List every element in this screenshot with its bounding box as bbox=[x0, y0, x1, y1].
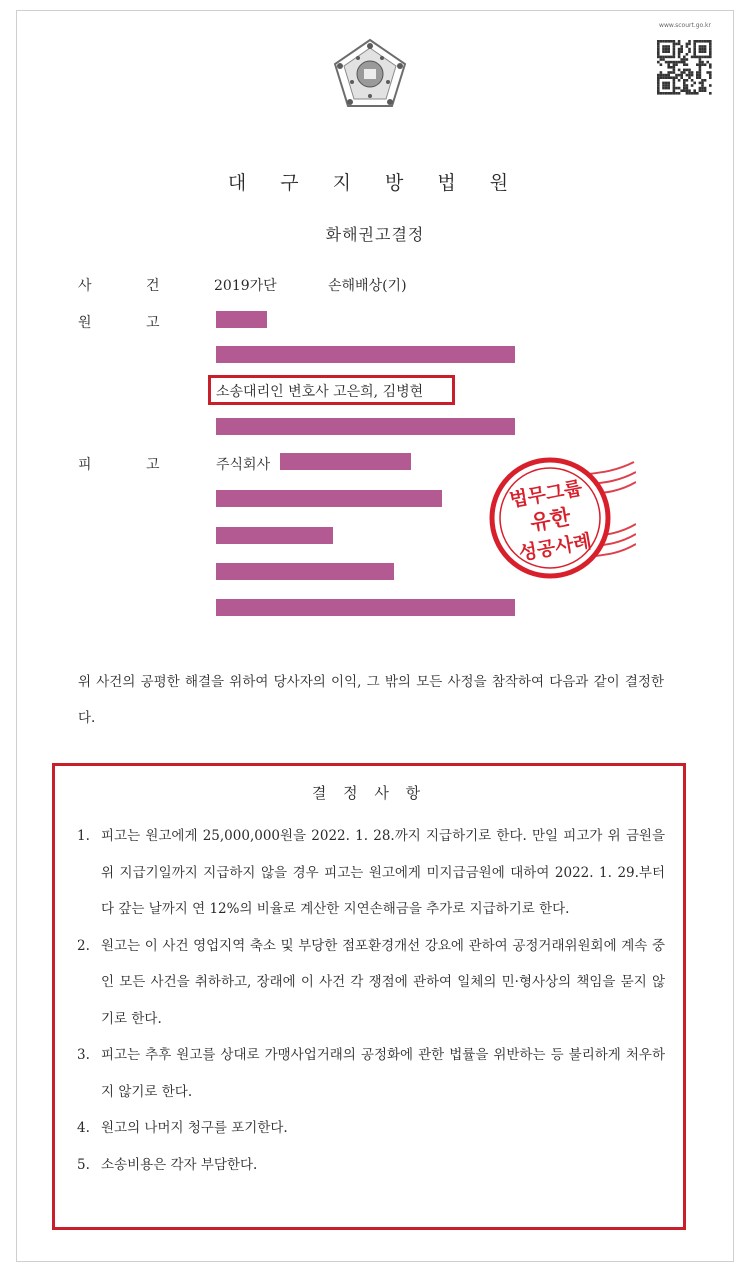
decision-item-4 bbox=[77, 1110, 665, 1147]
redaction-attorney-address bbox=[216, 418, 515, 435]
document-type: 화해권고결정 bbox=[325, 225, 425, 244]
defendant-label-pi: 피 bbox=[78, 457, 92, 473]
decision-item-text: 원고의 나머지 청구를 포기한다. bbox=[101, 1120, 288, 1136]
decision-box bbox=[52, 763, 686, 1230]
decision-item-text: 피고는 원고에게 25,000,000원을 2022. 1. 28.까지 지급하기로 한다. 만일 피고가 위 금원을 위 지급기일까지 지급하지 않을 경우 피고는 원고에게 미지급금원에 대하여 2022. 1. 29.부터 다 갚는 날까지 연 12%의 비율로 계산한 지연손해금을 추가로 지급하기로 한다. bbox=[101, 828, 665, 917]
redaction-plaintiff-address bbox=[216, 346, 515, 363]
decision-items bbox=[77, 818, 665, 1183]
decision-item-number: 4. bbox=[77, 1120, 90, 1136]
redaction-defendant-name bbox=[280, 453, 411, 470]
qr-url: www.scourt.go.kr bbox=[659, 22, 711, 29]
decision-item-text: 원고는 이 사건 영업지역 축소 및 부당한 점포환경개선 강요에 관하여 공정거래위원회에 계속 중인 모든 사건을 취하하고, 장래에 이 사건 각 쟁점에 관하여 일체의 민·형사상의 책임을 묻지 않기로 한다. bbox=[101, 937, 665, 1027]
defendant-label-go: 고 bbox=[146, 457, 160, 473]
case-label-sa: 사 bbox=[78, 278, 92, 294]
decision-title: 결 정 사 항 bbox=[311, 784, 427, 802]
redaction-defendant-address bbox=[216, 490, 442, 507]
decision-item-number: 5. bbox=[77, 1156, 90, 1173]
case-number: 2019가단 bbox=[214, 278, 277, 294]
decision-item-5 bbox=[77, 1147, 665, 1184]
success-case-stamp bbox=[486, 440, 636, 590]
redaction-defendant-rep bbox=[216, 563, 394, 580]
stamp-line1: 법무그룹 bbox=[507, 477, 584, 512]
plaintiff-label-won: 원 bbox=[78, 315, 92, 331]
decision-item-text: 소송비용은 각자 부담한다. bbox=[101, 1156, 258, 1173]
redaction-defendant-address-2 bbox=[216, 527, 333, 544]
decision-item-1 bbox=[77, 818, 665, 928]
decision-item-number: 1. bbox=[77, 828, 90, 844]
stamp-line2: 유한 bbox=[528, 504, 573, 536]
decision-item-number: 3. bbox=[77, 1047, 90, 1063]
case-label-geon: 건 bbox=[146, 278, 160, 294]
decision-item-3 bbox=[77, 1037, 665, 1110]
redaction-plaintiff-name bbox=[216, 311, 267, 328]
case-name: 손해배상(기) bbox=[328, 278, 407, 294]
court-name: 대 구 지 방 법 원 bbox=[227, 172, 523, 194]
plaintiff-label-go: 고 bbox=[146, 315, 160, 331]
redaction-defendant-attorney bbox=[216, 599, 515, 616]
defendant-company-prefix: 주식회사 bbox=[216, 457, 271, 473]
decision-item-2 bbox=[77, 928, 665, 1038]
decision-item-text: 피고는 추후 원고를 상대로 가맹사업거래의 공정화에 관한 법률을 위반하는 등 불리하게 처우하지 않기로 한다. bbox=[101, 1047, 665, 1100]
decision-item-number: 2. bbox=[77, 937, 90, 954]
court-emblem-icon bbox=[330, 36, 410, 110]
stamp-line3: 성공사례 bbox=[517, 530, 594, 565]
qr-code bbox=[656, 30, 712, 102]
plaintiff-attorney: 소송대리인 변호사 고은희, 김병현 bbox=[216, 384, 424, 400]
intro-paragraph: 위 사건의 공평한 해결을 위하여 당사자의 이익, 그 밖의 모든 사정을 참작하여 다음과 같이 결정한다. bbox=[78, 674, 664, 726]
